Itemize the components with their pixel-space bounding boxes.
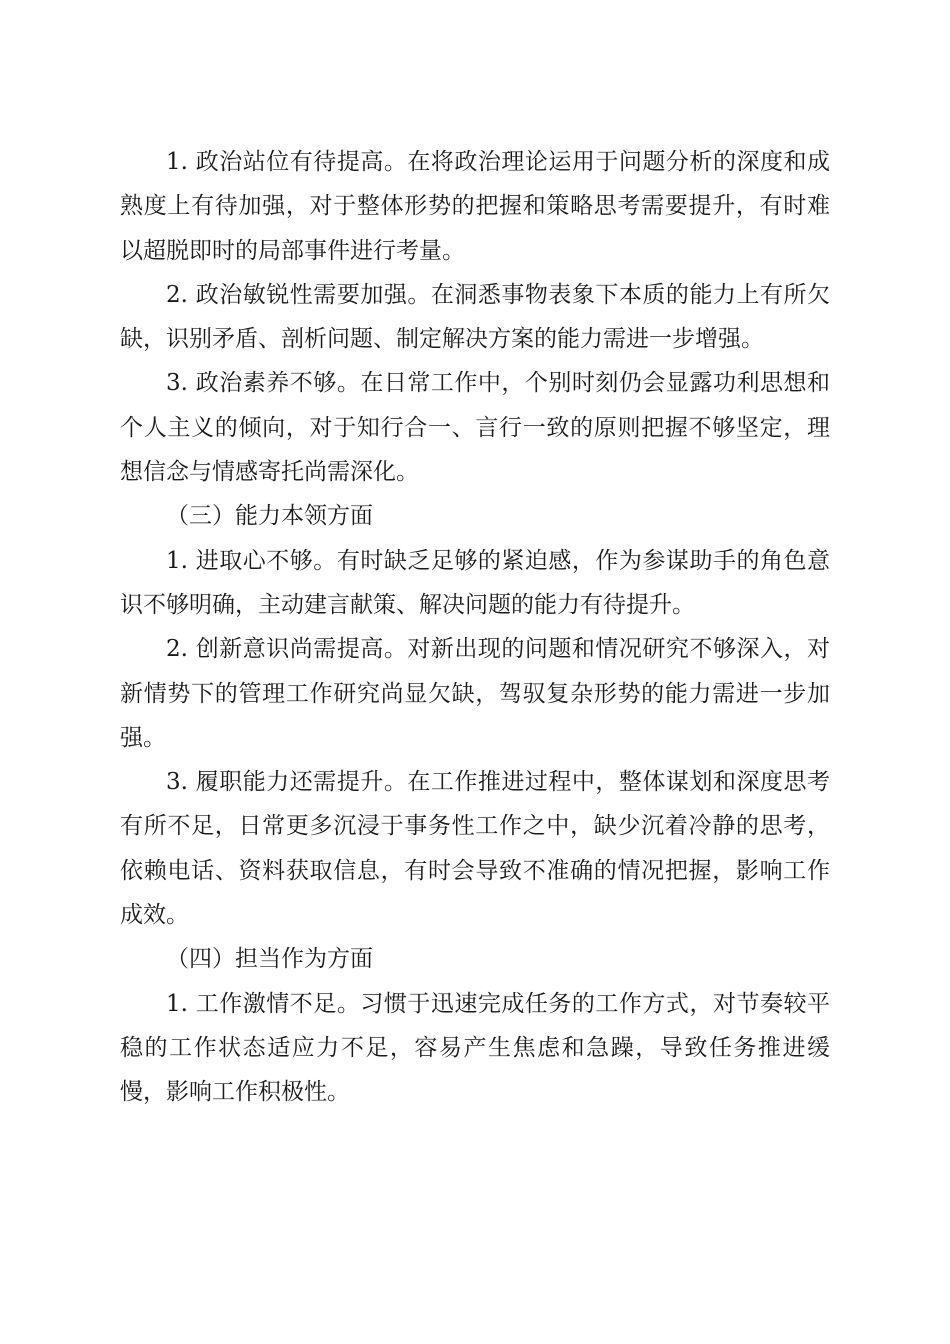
paragraph-duty-capability: 3. 履职能力还需提升。在工作推进过程中，整体谋划和深度思考有所不足，日常更多沉浸于事务性工作之中，缺少沉着冷静的思考，依赖电话、资料获取信息，有时会导致不准确的情况把握，影响工作成效。 bbox=[120, 769, 830, 929]
paragraph-political-sensitivity: 2. 政治敏锐性需要加强。在洞悉事物表象下本质的能力上有所欠缺，识别矛盾、剖析问题、制定解决方案的能力需进一步增强。 bbox=[120, 281, 830, 353]
paragraph-innovation: 2. 创新意识尚需提高。对新出现的问题和情况研究不够深入，对新情势下的管理工作研究尚显欠缺，驾驭复杂形势的能力需进一步加强。 bbox=[120, 636, 830, 751]
paragraph-work-passion: 1. 工作激情不足。习惯于迅速完成任务的工作方式，对节奏较平稳的工作状态适应力不足，容易产生焦虑和急躁，导致任务推进缓慢，影响工作积极性。 bbox=[120, 990, 830, 1106]
section-heading-responsibility: （四）担当作为方面 bbox=[166, 946, 373, 973]
section-heading-ability: （三）能力本领方面 bbox=[166, 503, 373, 530]
paragraph-political-stance: 1. 政治站位有待提高。在将政治理论运用于问题分析的深度和成熟度上有待加强，对于整体形势的把握和策略思考需要提升，有时难以超脱即时的局部事件进行考量。 bbox=[120, 149, 830, 264]
paragraph-enterprise: 1. 进取心不够。有时缺乏足够的紧迫感，作为参谋助手的角色意识不够明确，主动建言献策、解决问题的能力有待提升。 bbox=[120, 547, 830, 618]
paragraph-political-literacy: 3. 政治素养不够。在日常工作中，个别时刻仍会显露功利思想和个人主义的倾向，对于知行合一、言行一致的原则把握不够坚定，理想信念与情感寄托尚需深化。 bbox=[120, 370, 830, 486]
document-body bbox=[120, 140, 830, 1115]
